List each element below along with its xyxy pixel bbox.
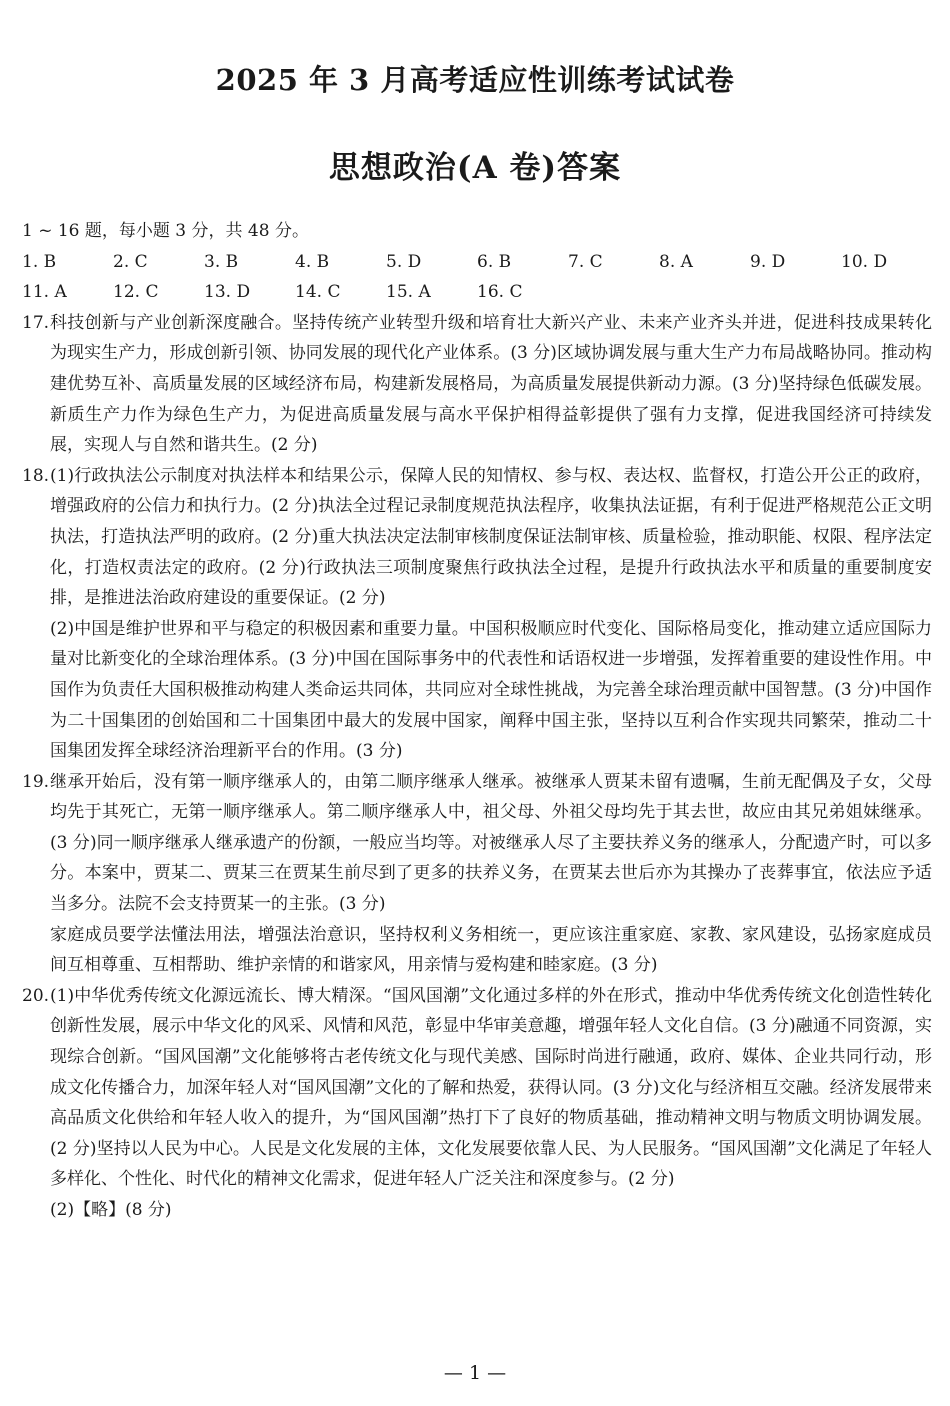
- question-number: 19.: [22, 771, 50, 792]
- question-answer: [50, 308, 932, 461]
- question-20: [22, 981, 932, 1226]
- page-number: — 1 —: [443, 1362, 507, 1384]
- question-number: 20.: [22, 985, 50, 1006]
- answer-paragraph: (2)中国是维护世界和平与稳定的积极因素和重要力量。中国积极顺应时代变化、国际格局变化，推动建立适应国际力量对比新变化的全球治理体系。(3 分)中国在国际事务中的代表性和话语权进一步增强，发挥着重要的建设性作用。中国作为负责任大国积极推动构建人类命运共同体，共同应对全球性挑战，为完善全球治理贡献中国智慧。(3 分)中国作为二十国集团的创始国和二十国集团中最大的发展中国家，阐释中国主张，坚持以互利合作实现共同繁荣，推动二十国集团发挥全球经济治理新平台的作用。(3 分): [50, 618, 932, 762]
- mc-answer: 10. D: [841, 251, 888, 272]
- mc-answer: 7. C: [568, 251, 603, 272]
- answer-paragraph: (1)行政执法公示制度对执法样本和结果公示，保障人民的知情权、参与权、表达权、监督权，打造公开公正的政府，增强政府的公信力和执行力。(2 分)执法全过程记录制度规范执法程序，收集执法证据，有利于促进严格规范公正文明执法，打造执法严明的政府。(2 分)重大执法决定法制审核制度保证法制审核、质量检验，推动职能、权限、程序法定化，打造权责法定的政府。(2 分)行政执法三项制度聚焦行政执法全过程，是提升行政执法水平和质量的重要制度安排，是推进法治政府建设的重要保证。(2 分): [50, 465, 932, 609]
- answer-paragraph: 科技创新与产业创新深度融合。坚持传统产业转型升级和培育壮大新兴产业、未来产业齐头并进，促进科技成果转化为现实生产力，形成创新引领、协同发展的现代化产业体系。(3 分)区域协调发展与重大生产力布局战略协同。推动构建优势互补、高质量发展的区域经济布局，构建新发展格局，为高质量发展提供新动力源。(3 分)坚持绿色低碳发展。新质生产力作为绿色生产力，为促进高质量发展与高水平保护相得益彰提供了强有力支撑，促进我国经济可持续发展，实现人与自然和谐共生。(2 分): [50, 312, 932, 456]
- answer-key-subtitle: 思想政治(A 卷)答案: [328, 150, 622, 186]
- answer-content: [22, 216, 932, 1226]
- question-number: 18.: [22, 465, 50, 486]
- mc-answers-row-2: [22, 277, 932, 308]
- exam-title: 2025 年 3 月高考适应性训练考试试卷: [215, 63, 735, 97]
- mc-answer: 9. D: [750, 251, 786, 272]
- mc-answer: 14. C: [295, 282, 341, 303]
- mc-answer: 5. D: [386, 251, 422, 272]
- answer-paragraph: (2)【略】(8 分): [50, 1200, 172, 1220]
- mc-answer: 16. C: [477, 282, 523, 303]
- answer-paragraph: (1)中华优秀传统文化源远流长、博大精深。“国风国潮”文化通过多样的外在形式，推动中华优秀传统文化创造性转化创新性发展，展示中华文化的风采、风情和风范，彰显中华审美意趣，增强年轻人文化自信。(3 分)融通不同资源，实现综合创新。“国风国潮”文化能够将古老传统文化与现代美感、国际时尚进行融通，政府、媒体、企业共同行动，形成文化传播合力，加深年轻人对“国风国潮”文化的了解和热爱，获得认同。(3 分)文化与经济相互交融。经济发展带来高品质文化供给和年轻人收入的提升，为“国风国潮”热打下了良好的物质基础，推动精神文明与物质文明协调发展。(2 分)坚持以人民为中心。人民是文化发展的主体，文化发展要依靠人民、为人民服务。“国风国潮”文化满足了年轻人多样化、个性化、时代化的精神文化需求，促进年轻人广泛关注和深度参与。(2 分): [50, 985, 932, 1190]
- question-18: [22, 461, 932, 767]
- mc-answer: 2. C: [113, 251, 148, 272]
- question-answer: [50, 981, 932, 1226]
- mc-answer: 1. B: [22, 251, 57, 272]
- mc-intro: 1 ~ 16 题，每小题 3 分，共 48 分。: [22, 221, 309, 241]
- question-number: 17.: [22, 312, 50, 333]
- mc-answers-row-1: [22, 247, 932, 278]
- mc-answer: 12. C: [113, 282, 159, 303]
- mc-answer: 15. A: [386, 282, 431, 303]
- answer-paragraph: 家庭成员要学法懂法用法，增强法治意识，坚持权利义务相统一，更应该注重家庭、家教、家风建设，弘扬家庭成员间互相尊重、互相帮助、维护亲情的和谐家风，用亲情与爱构建和睦家庭。(3 分): [50, 924, 932, 976]
- mc-answer: 11. A: [22, 282, 67, 303]
- answer-paragraph: 继承开始后，没有第一顺序继承人的，由第二顺序继承人继承。被继承人贾某未留有遗嘱，生前无配偶及子女，父母均先于其死亡，无第一顺序继承人。第二顺序继承人中，祖父母、外祖父母均先于其去世，故应由其兄弟姐妹继承。(3 分)同一顺序继承人继承遗产的份额，一般应当均等。对被继承人尽了主要扶养义务的继承人，分配遗产时，可以多分。本案中，贾某二、贾某三在贾某生前尽到了更多的扶养义务，在贾某去世后亦为其操办了丧葬事宜，依法应予适当多分。法院不会支持贾某一的主张。(3 分): [50, 771, 932, 915]
- question-19: [22, 767, 932, 981]
- mc-answer: 6. B: [477, 251, 512, 272]
- mc-answer: 8. A: [659, 251, 693, 272]
- question-answer: [50, 767, 932, 981]
- mc-answer: 4. B: [295, 251, 330, 272]
- mc-answer: 3. B: [204, 251, 239, 272]
- question-answer: [50, 461, 932, 767]
- question-17: [22, 308, 932, 461]
- mc-answer: 13. D: [204, 282, 251, 303]
